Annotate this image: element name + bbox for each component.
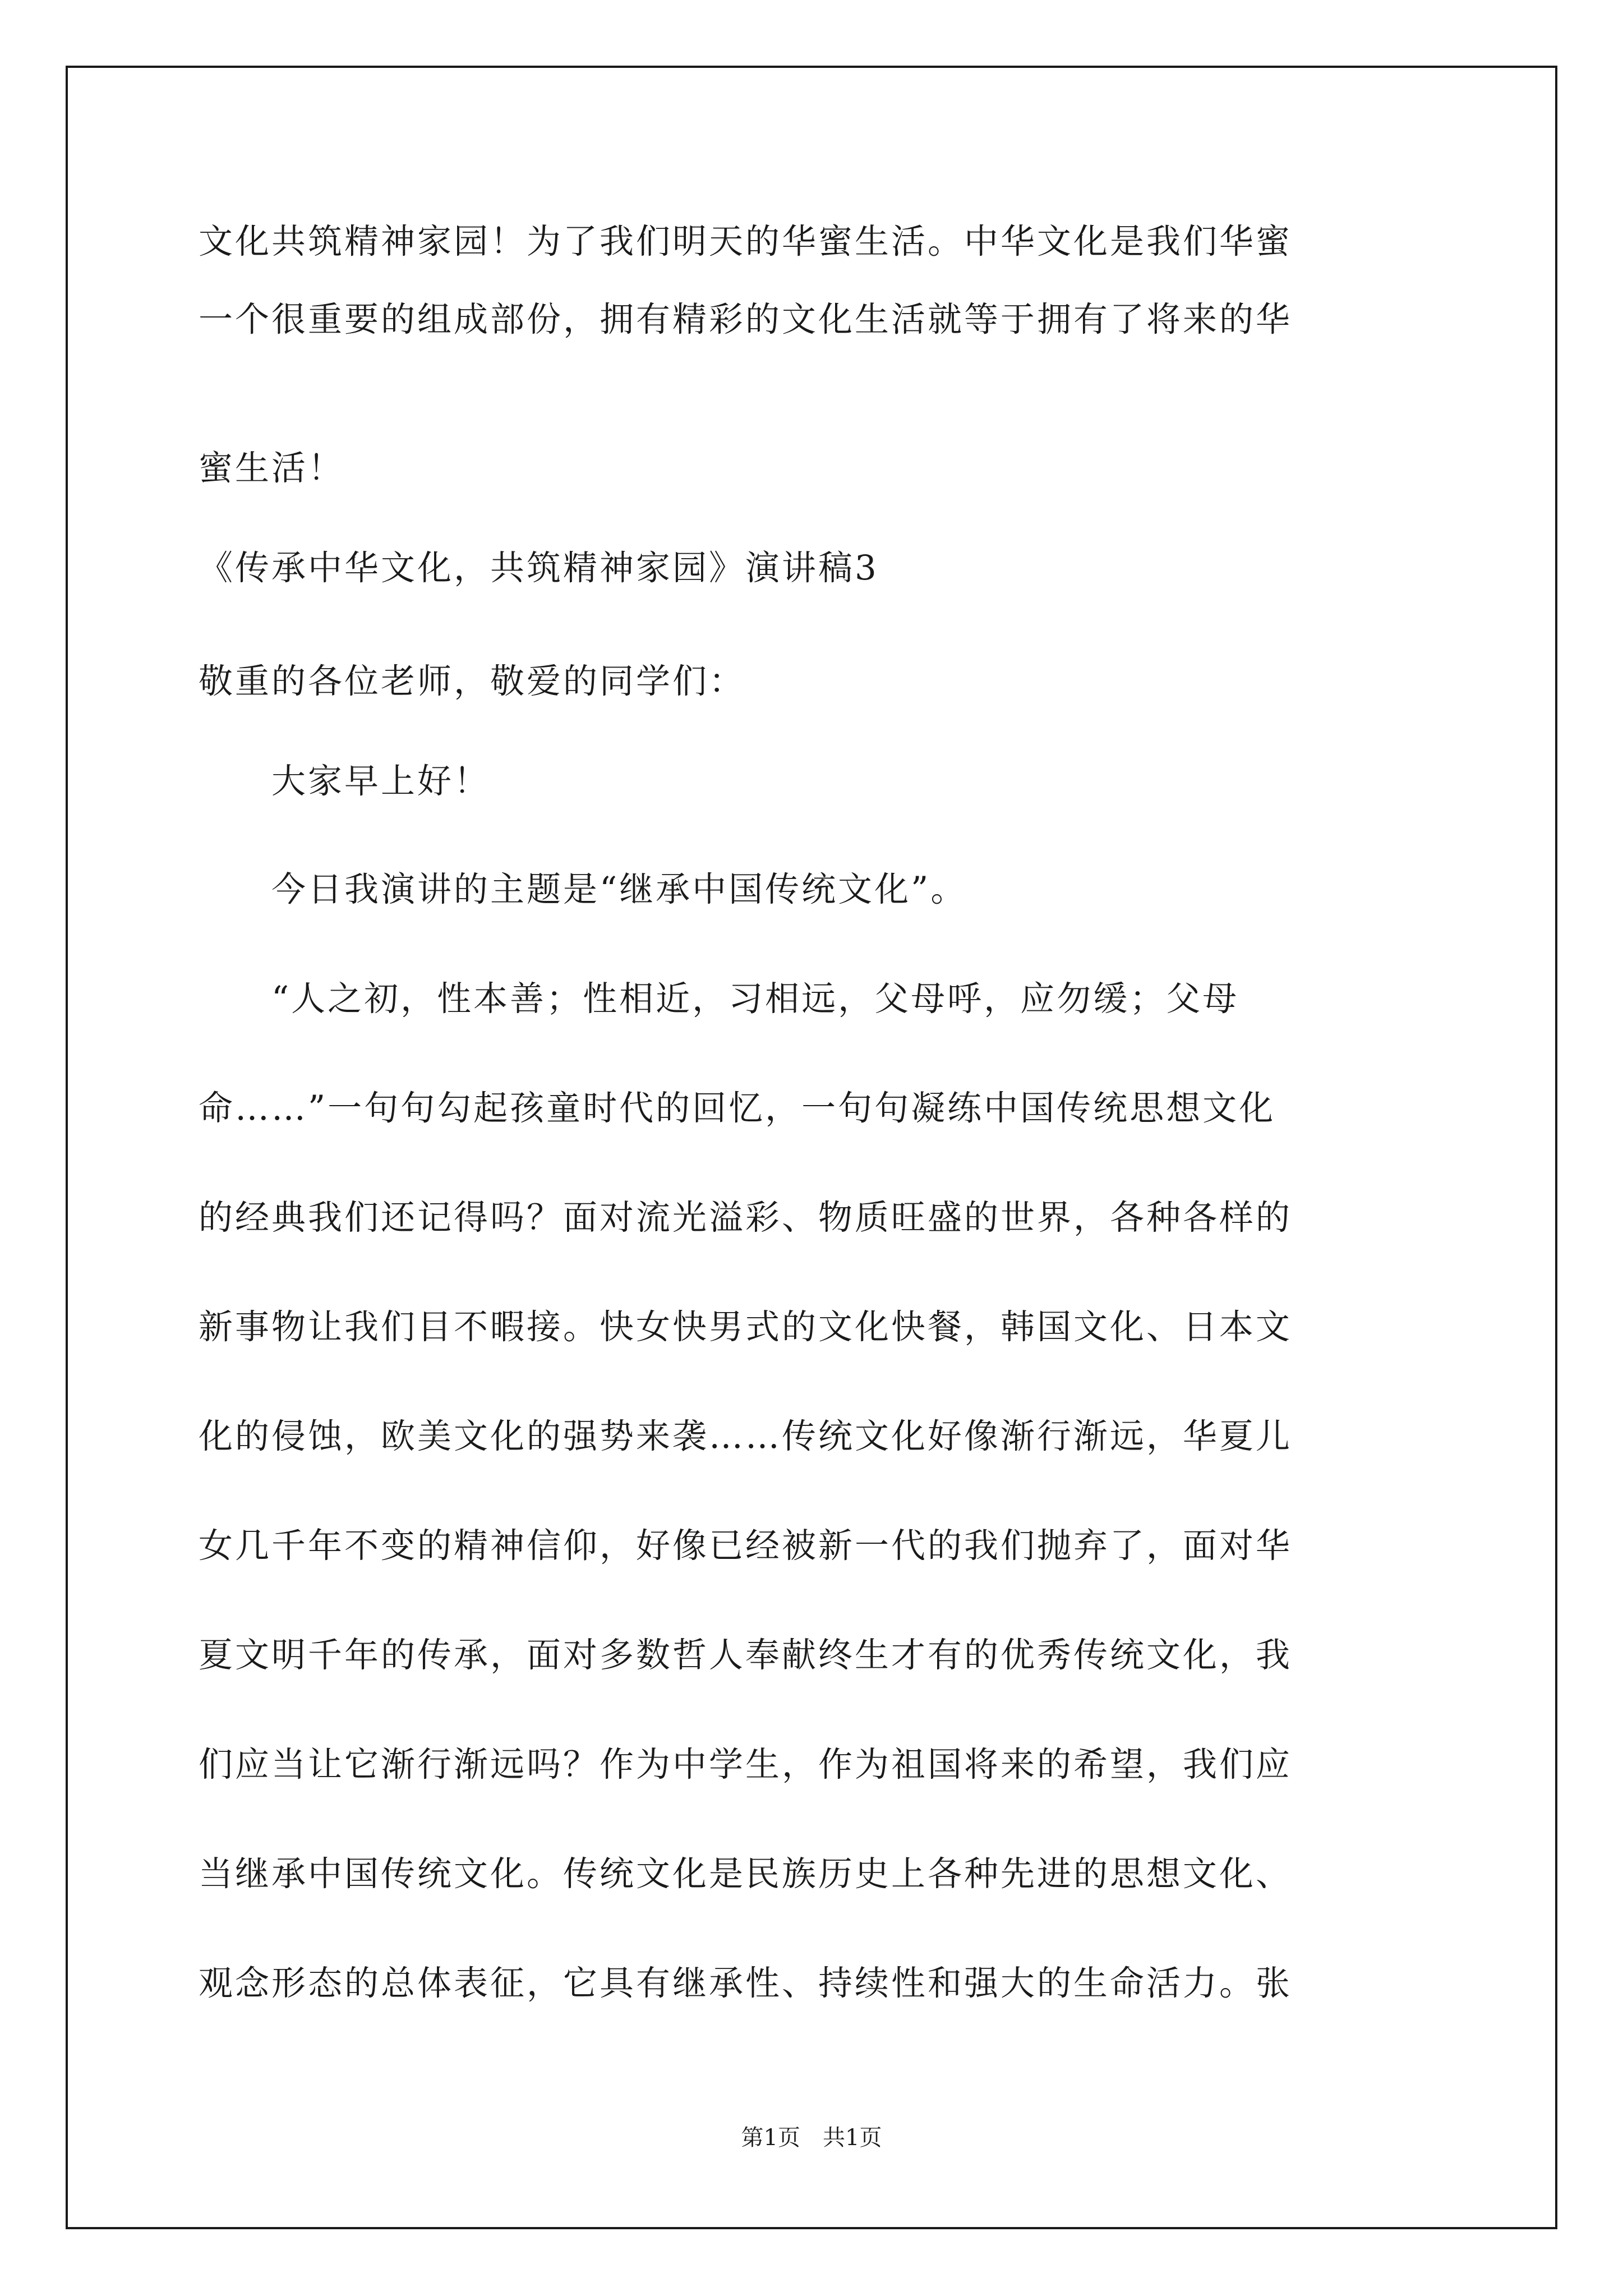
- page-border: [66, 66, 1557, 2229]
- text-line: 的经典我们还记得吗？面对流光溢彩、物质旺盛的世界，各种各样的: [199, 1198, 1293, 1237]
- text-line: 们应当让它渐行渐远吗？作为中学生，作为祖国将来的希望，我们应: [199, 1745, 1293, 1784]
- text-line: 大家早上好！: [199, 761, 491, 801]
- text-line: 当继承中国传统文化。传统文化是民族历史上各种先进的思想文化、: [199, 1854, 1293, 1894]
- text-line: 观念形态的总体表征，它具有继承性、持续性和强大的生命活力。张: [199, 1963, 1293, 2003]
- section-title: 《传承中华文化，共筑精神家园》演讲稿3: [199, 548, 879, 588]
- text-line: 新事物让我们目不暇接。快女快男式的文化快餐，韩国文化、日本文: [199, 1307, 1293, 1347]
- text-line: 化的侵蚀，欧美文化的强势来袭……传统文化好像渐行渐远，华夏儿: [199, 1416, 1293, 1456]
- text-line: 蜜生活！: [199, 448, 345, 488]
- salutation: 敬重的各位老师，敬爱的同学们：: [199, 661, 746, 701]
- page-number-footer: 第1页 共1页: [741, 2125, 882, 2151]
- text-line: 夏文明千年的传承，面对多数哲人奉献终生才有的优秀传统文化，我: [199, 1635, 1293, 1675]
- text-line: 文化共筑精神家园！为了我们明天的华蜜生活。中华文化是我们华蜜: [199, 222, 1293, 261]
- text-line: 命……”一句句勾起孩童时代的回忆，一句句凝练中国传统思想文化: [199, 1088, 1276, 1128]
- text-line: 女几千年不变的精神信仰，好像已经被新一代的我们抛弃了，面对华: [199, 1526, 1293, 1566]
- text-line: “人之初，性本善；性相近，习相远，父母呼，应勿缓；父母: [199, 979, 1239, 1019]
- text-line: 一个很重要的组成部份，拥有精彩的文化生活就等于拥有了将来的华: [199, 300, 1293, 339]
- text-line: 今日我演讲的主题是“继承中国传统文化”。: [199, 869, 967, 909]
